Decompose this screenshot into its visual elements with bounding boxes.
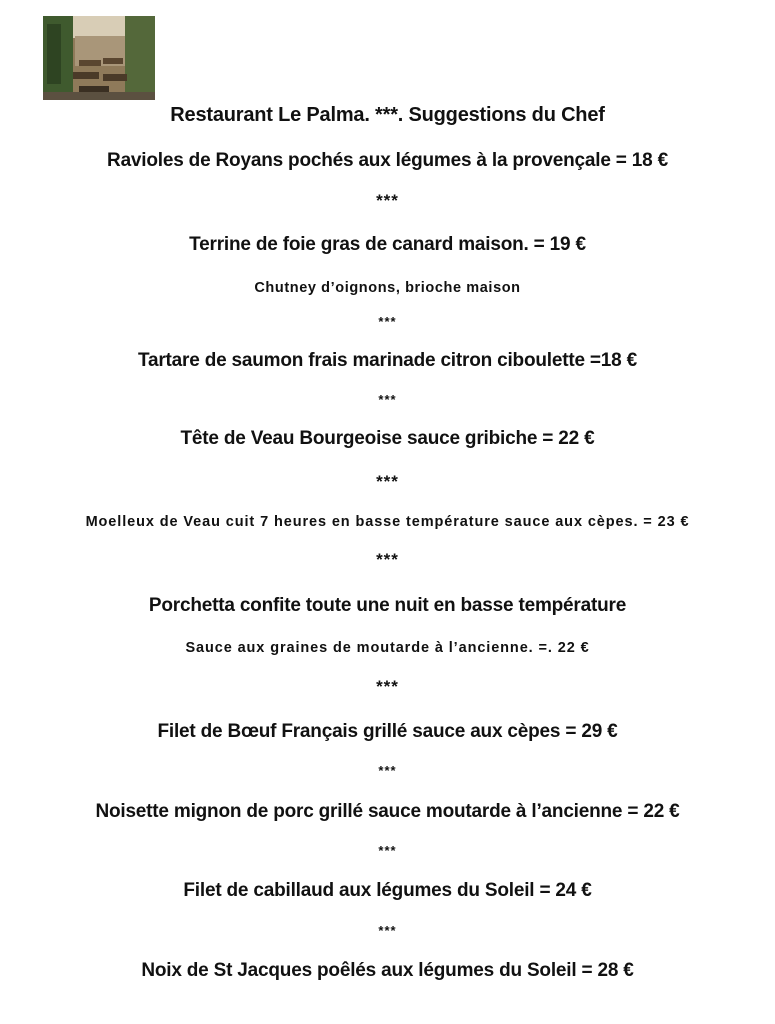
separator: *** xyxy=(376,191,399,210)
dish-ravioles: Ravioles de Royans pochés aux légumes à la provençale = 18 € xyxy=(107,150,668,171)
separator: *** xyxy=(378,763,397,778)
separator: *** xyxy=(378,843,397,858)
dish-porchetta: Porchetta confite toute une nuit en basse température xyxy=(148,595,627,616)
separator: *** xyxy=(378,923,397,938)
dish-porchetta-note: Sauce aux graines de moutarde à l’ancienne. =. 22 € xyxy=(185,640,590,656)
dish-filet-de-boeuf: Filet de Bœuf Français grillé sauce aux cèpes = 29 € xyxy=(157,721,618,742)
dish-tete-de-veau: Tête de Veau Bourgeoise sauce gribiche = 22 € xyxy=(180,428,595,449)
menu-title: Restaurant Le Palma. ***. Suggestions du Chef xyxy=(170,104,605,126)
separator: *** xyxy=(376,550,399,569)
separator: *** xyxy=(378,392,397,407)
dish-moelleux-de-veau: Moelleux de Veau cuit 7 heures en basse température sauce aux cèpes. = 23 € xyxy=(85,514,690,530)
dish-terrine: Terrine de foie gras de canard maison. = 19 € xyxy=(189,234,586,255)
restaurant-photo xyxy=(43,16,155,100)
separator: *** xyxy=(376,472,399,491)
dish-tartare: Tartare de saumon frais marinade citron ciboulette =18 € xyxy=(138,350,637,371)
separator: *** xyxy=(376,677,399,696)
dish-noix-de-st-jacques: Noix de St Jacques poêlés aux légumes du Soleil = 28 € xyxy=(141,960,634,981)
dish-terrine-note: Chutney d’oignons, brioche maison xyxy=(254,280,521,296)
dish-noisette-de-porc: Noisette mignon de porc grillé sauce moutarde à l’ancienne = 22 € xyxy=(95,801,680,822)
separator: *** xyxy=(378,314,397,329)
dish-cabillaud: Filet de cabillaud aux légumes du Soleil = 24 € xyxy=(183,880,592,901)
